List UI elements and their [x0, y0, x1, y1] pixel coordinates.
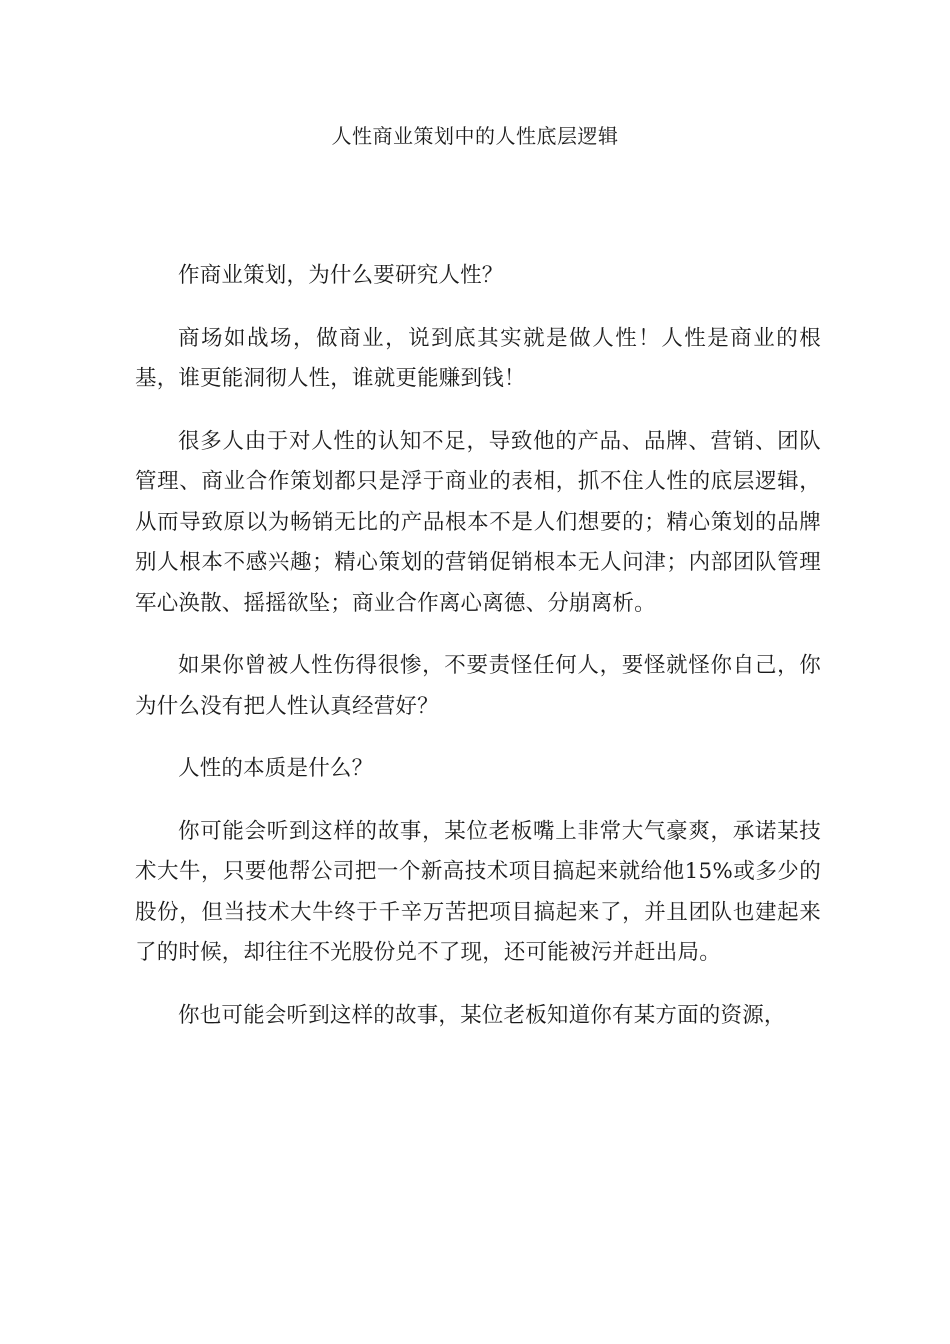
- paragraph-1: 作商业策划，为什么要研究人性？: [178, 263, 504, 288]
- paragraph-2: 商场如战场，做商业，说到底其实就是做人性！人性是商业的根基，谁更能洞彻人性，谁就更能赚到钱！: [135, 325, 821, 391]
- paragraph-6: 你可能会听到这样的故事，某位老板嘴上非常大气豪爽，承诺某技术大牛，只要他帮公司把一个新高技术项目搞起来就给他15%或多少的股份，但当技术大牛终于千辛万苦把项目搞起来了，并且团队也建起来了的时候，却往往不光股份兑不了现，还可能被污并赶出局。: [135, 818, 821, 965]
- document-title: 人性商业策划中的人性底层逻辑: [331, 124, 619, 148]
- document-body: [135, 256, 821, 1058]
- paragraph-3: 很多人由于对人性的认知不足，导致他的产品、品牌、营销、团队管理、商业合作策划都只是浮于商业的表相，抓不住人性的底层逻辑，从而导致原以为畅销无比的产品根本不是人们想要的；精心策划的品牌别人根本不感兴趣；精心策划的营销促销根本无人问津；内部团队管理军心涣散、摇摇欲坠；商业合作离心离德、分崩离析。: [135, 428, 821, 616]
- paragraph-4: 如果你曾被人性伤得很惨，不要责怪任何人，要怪就怪你自己，你为什么没有把人性认真经营好？: [135, 653, 821, 719]
- paragraph-5: 人性的本质是什么？: [178, 756, 374, 781]
- paragraph-7: 你也可能会听到这样的故事，某位老板知道你有某方面的资源，: [178, 1002, 786, 1028]
